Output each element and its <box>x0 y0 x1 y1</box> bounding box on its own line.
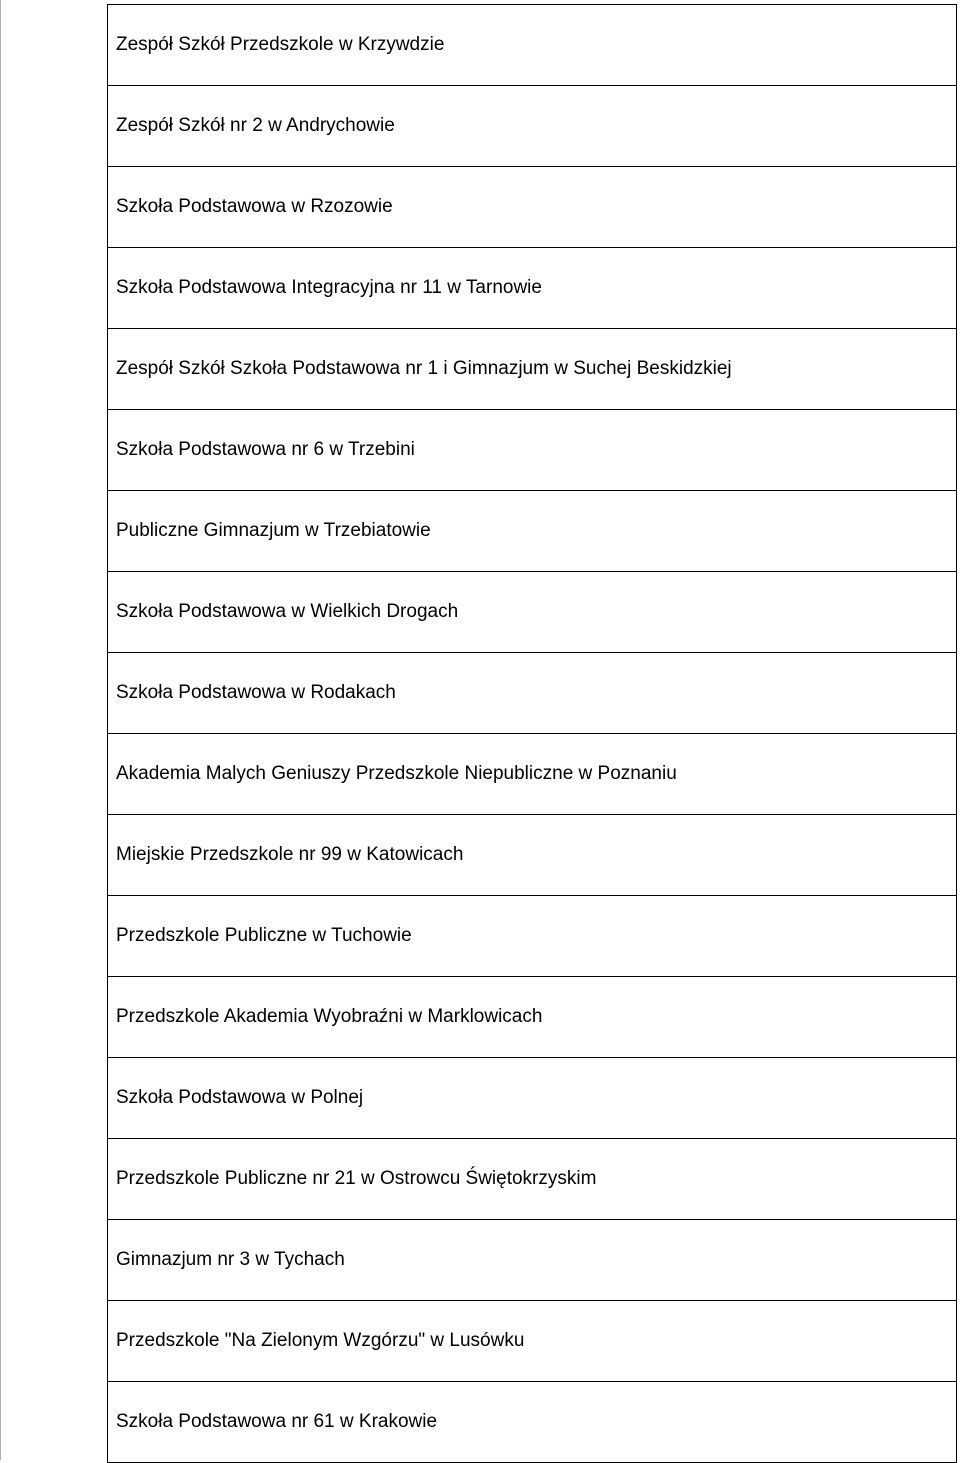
school-name-cell: Przedszkole Publiczne nr 21 w Ostrowcu Świętokrzyskim <box>108 1139 957 1220</box>
school-name-cell: Zespół Szkół nr 2 w Andrychowie <box>108 86 957 167</box>
school-name-cell: Przedszkole "Na Zielonym Wzgórzu" w Lusówku <box>108 1301 957 1382</box>
school-name-cell: Zespół Szkół Przedszkole w Krzywdzie <box>108 5 957 86</box>
school-name-cell: Szkoła Podstawowa nr 6 w Trzebini <box>108 410 957 491</box>
school-name-cell: Akademia Malych Geniuszy Przedszkole Niepubliczne w Poznaniu <box>108 734 957 815</box>
school-name-cell: Szkoła Podstawowa w Rodakach <box>108 653 957 734</box>
table-row <box>108 410 957 491</box>
table-row <box>108 977 957 1058</box>
table-row <box>108 653 957 734</box>
school-name-cell: Szkoła Podstawowa Integracyjna nr 11 w Tarnowie <box>108 248 957 329</box>
school-name-cell: Zespół Szkół Szkoła Podstawowa nr 1 i Gimnazjum w Suchej Beskidzkiej <box>108 329 957 410</box>
table-row <box>108 734 957 815</box>
table-row <box>108 248 957 329</box>
table-row <box>108 1139 957 1220</box>
school-name-cell: Szkoła Podstawowa w Polnej <box>108 1058 957 1139</box>
table-row <box>108 572 957 653</box>
table-row <box>108 1301 957 1382</box>
table-row <box>108 815 957 896</box>
school-name-cell: Miejskie Przedszkole nr 99 w Katowicach <box>108 815 957 896</box>
table-row <box>108 491 957 572</box>
table-row <box>108 86 957 167</box>
page-left-rule <box>0 0 1 1460</box>
table-row <box>108 896 957 977</box>
school-name-cell: Przedszkole Publiczne w Tuchowie <box>108 896 957 977</box>
table-row <box>108 329 957 410</box>
table-row <box>108 167 957 248</box>
table-row <box>108 1220 957 1301</box>
school-name-cell: Gimnazjum nr 3 w Tychach <box>108 1220 957 1301</box>
table-row <box>108 1058 957 1139</box>
schools-table <box>107 4 957 1463</box>
school-name-cell: Publiczne Gimnazjum w Trzebiatowie <box>108 491 957 572</box>
table-row <box>108 1382 957 1463</box>
school-name-cell: Przedszkole Akademia Wyobraźni w Marklowicach <box>108 977 957 1058</box>
table-row <box>108 5 957 86</box>
school-name-cell: Szkoła Podstawowa nr 61 w Krakowie <box>108 1382 957 1463</box>
school-name-cell: Szkoła Podstawowa w Wielkich Drogach <box>108 572 957 653</box>
school-name-cell: Szkoła Podstawowa w Rzozowie <box>108 167 957 248</box>
